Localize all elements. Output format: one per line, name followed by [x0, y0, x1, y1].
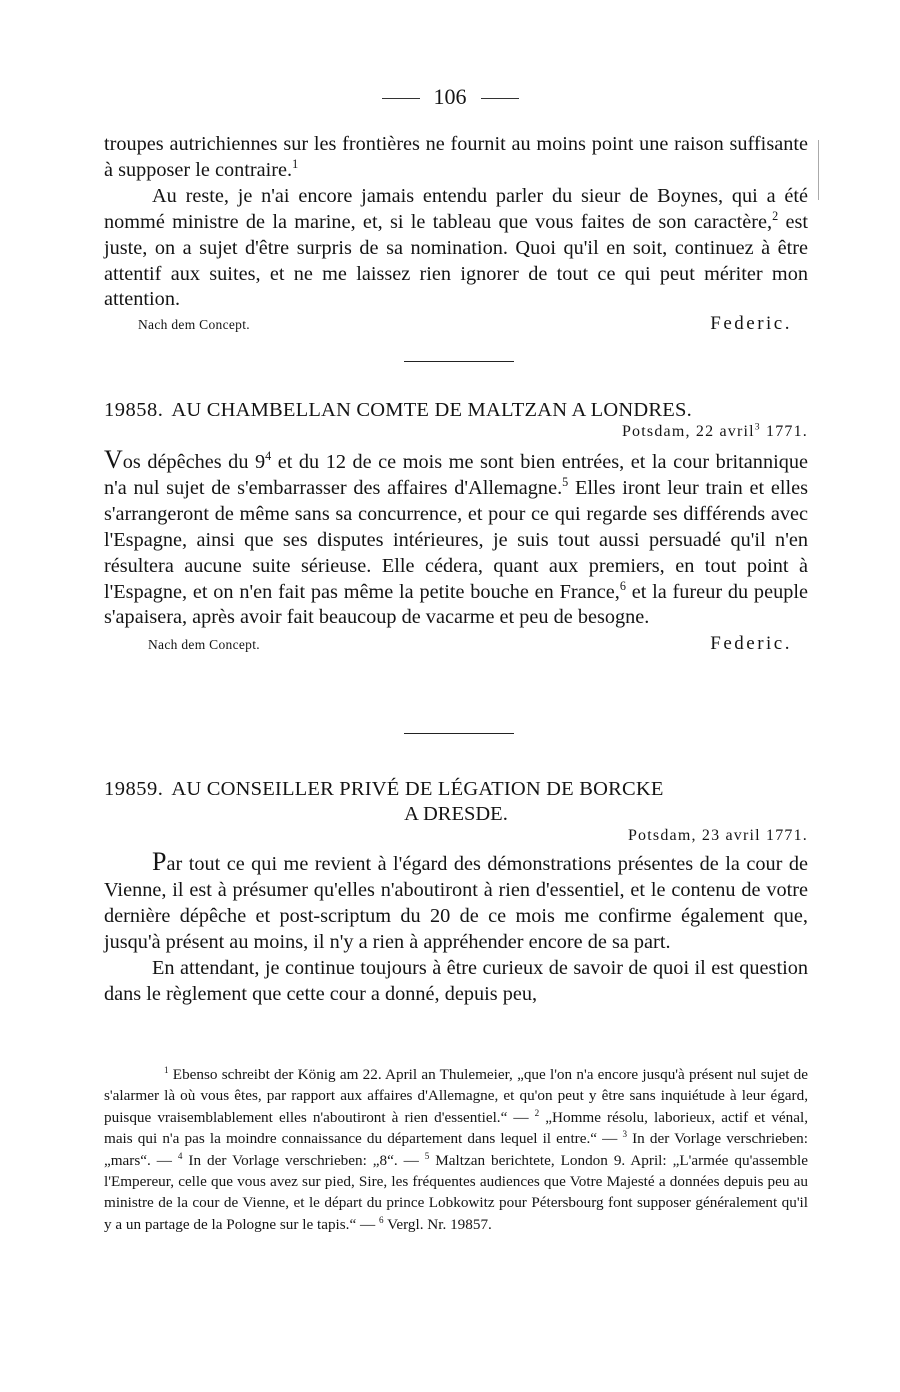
footnote-mark: 6 [378, 1214, 384, 1225]
header-dash-left [382, 98, 420, 99]
footnote-mark: 2 [772, 208, 779, 223]
paragraph: Vos dépêches du $9^4$ et du 12 de ce mois me sont bien entrées, et la cour britannique n'a nul sujet de s'embarrasser des affaires d'Allemagne.$^5$ Elles iront leur train et elles s'arrangeront de même sans sa concurrence, et pour ce qui regarde ses différends avec l'Espagne, ainsi que ses disputes intérieures, je suis tout aussi persuadé qu'il n'en résultera aucune suite sérieuse. Elle cédera, quant aux premiers, en tout point à l'Espagne, et on n'en fait pas même la petite bouche en France,$^6$ et la fureur du peuple s'apaisera, après avoir fait beaucoup de vacarme et peu de besogne. [104, 445, 808, 629]
dateline: Potsdam, 23 avril 1771. [627, 827, 808, 844]
letter-19858 [104, 398, 808, 655]
paragraph: troupes autrichiennes sur les frontières ne fournit au moins point une raison suffisante à supposer le contraire.$^1$ [104, 133, 808, 181]
footnote-text: $^1$ Ebenso schreibt der König am 22. April an Thulemeier, „que l'on n'a encore jusqu'à présent nul sujet de s'alarmer là où vous êtes, par rapport aux affaires d'Allemagne, et qu'on peut y être sans inquiétude à leur égard, puisque vraisemblablement elles n'aboutiront à rien d'essentiel.“ — $^2$ „Homme résolu, laborieux, actif et vénal, mais qui n'a pas la moindre connaissance du département dans lequel il entre.“ — $^3$ In der Vorlage verschrieben: „mars“. — $^4$ In der Vorlage verschrieben: „8“. — $^5$ Maltzan berichtete, London 9. April: „L'armée qu'assemble l'Empereur, celle que vous avez sur pied, Sire, les fréquentes audiences que Votre Majesté a données depuis peu au ministre de la cour de Vienne, et le départ du prince Lobkowitz pour Pétersbourg font supposer généralement qu'il y a un partage de la Pologne sur le tapis.“ — $^6$ Vergl. Nr. 19857. [104, 1064, 808, 1233]
letter-number: 19858. [104, 399, 164, 421]
initial-letter: P [152, 847, 167, 876]
footnote-mark: 1 [292, 157, 299, 172]
footnote-mark: 4 [265, 449, 272, 464]
letter-title-continued: A DRESDE. [404, 803, 508, 825]
footnote-mark: 3 [622, 1129, 627, 1140]
paragraph: En attendant, je continue toujours à être curieux de savoir de quoi il est question dans le règlement que cette cour a donné, depuis peu, [104, 956, 808, 1005]
letter-continuation [104, 132, 808, 335]
closing-row [104, 313, 808, 335]
signature: Federic. [710, 633, 792, 655]
section-divider [404, 733, 514, 734]
source-note: Nach dem Concept. [138, 317, 250, 333]
footnote-mark: 5 [562, 475, 569, 490]
letter-title: AU CHAMBELLAN COMTE DE MALTZAN A LONDRES. [171, 399, 692, 421]
paragraph: Par tout ce qui me revient à l'égard des démonstrations présentes de la cour de Vienne, il est à présumer qu'elles n'aboutiront à rien d'essentiel, et le contenu de votre dernière dépêche et post-scriptum du 20 de ce mois me confirme également que, jusqu'à présent au moins, il n'y a rien à appréhender encore de sa part. [104, 847, 808, 953]
signature: Federic. [710, 313, 792, 335]
initial-letter: V [104, 445, 123, 474]
dateline: Potsdam, 22 avril$^3$ 1771. [621, 421, 808, 440]
letter-heading [104, 398, 808, 423]
page-number: 106 [433, 84, 467, 109]
closing-row [104, 633, 808, 655]
footnote-mark: 3 [754, 421, 761, 433]
footnote-mark: 6 [619, 578, 626, 593]
section-divider [404, 361, 514, 362]
letter-heading [104, 777, 808, 802]
letter-19859 [104, 777, 808, 1007]
letter-number: 19859. [104, 778, 164, 800]
margin-edge-line [818, 140, 819, 200]
letter-title: AU CONSEILLER PRIVÉ DE LÉGATION DE BORCKE [171, 778, 664, 800]
footnote-mark: 1 [164, 1064, 169, 1075]
footnotes [104, 1064, 808, 1235]
source-note: Nach dem Concept. [148, 637, 260, 653]
footnote-mark: 5 [424, 1150, 430, 1161]
header-dash-right [481, 98, 519, 99]
footnote-mark: 2 [534, 1107, 540, 1118]
page-header [0, 84, 900, 110]
paragraph: Au reste, je n'ai encore jamais entendu parler du sieur de Boynes, qui a été nommé ministre de la marine, et, si le tableau que vous faites de son caractère,$^2$ est juste, on a sujet d'être surpris de sa nomination. Quoi qu'il en soit, continuez à être attentif aux suites, et ne me laissez rien ignorer de tout ce qui peut mériter mon attention. [104, 184, 808, 311]
footnote-mark: 4 [177, 1150, 183, 1161]
